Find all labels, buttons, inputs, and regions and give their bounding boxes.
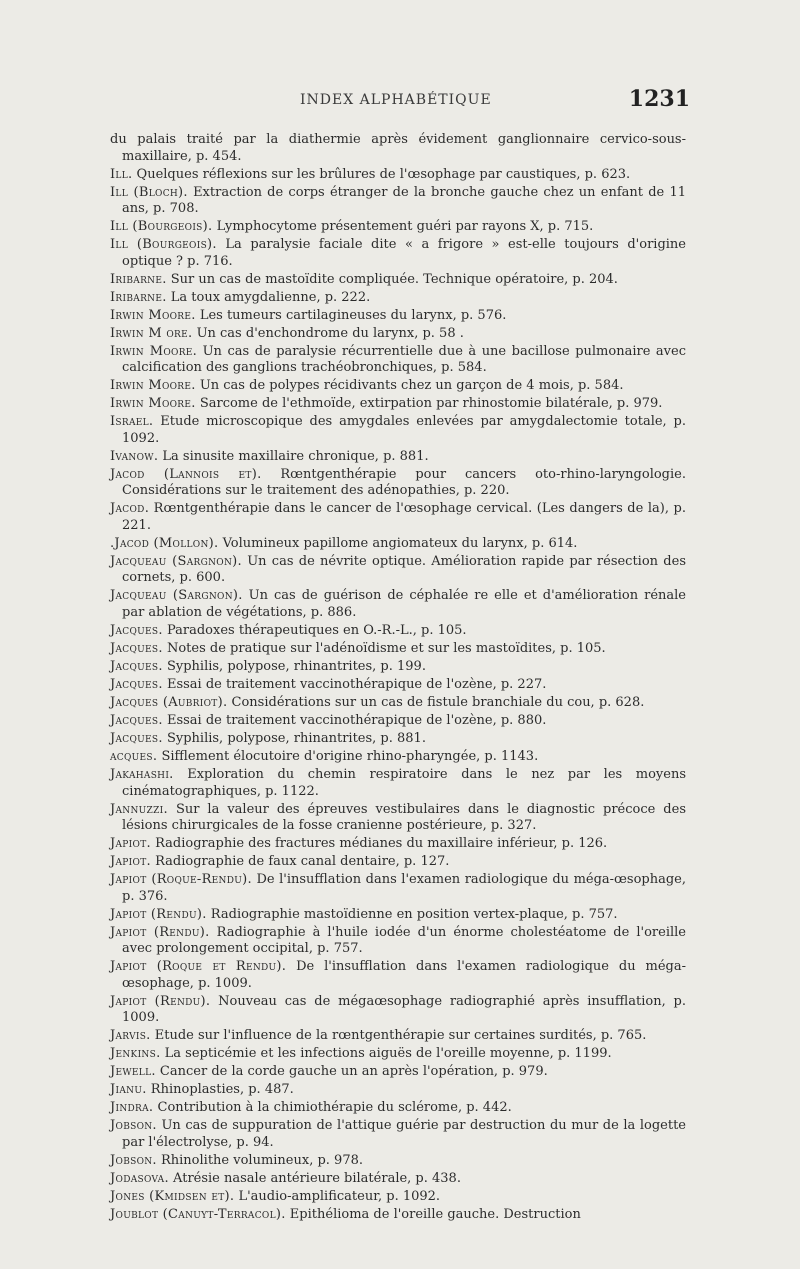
index-entry (110, 1118, 686, 1151)
entry-text: Lymphocytome présentement guéri par rayons X, p. 715. (212, 219, 594, 235)
index-entry (110, 695, 686, 712)
entry-author: Jindra. (110, 1100, 154, 1116)
index-entry (110, 1046, 686, 1063)
index-entry (110, 467, 686, 500)
entry-author: Japiot (Roque-Rendu). (110, 872, 252, 888)
entry-author: Jarvis. (110, 1028, 151, 1044)
index-entry (110, 326, 686, 343)
entry-author: Iribarne. (110, 271, 167, 287)
entry-author: Jacques. (110, 677, 163, 692)
entry-text: Atrésie nasale antérieure bilatérale, p. 438. (168, 1170, 461, 1186)
entry-text: Notes de pratique sur l'adénoïdisme et sur les mastoïdites, p. 105. (162, 641, 606, 657)
page-header (110, 86, 690, 122)
running-head: INDEX ALPHABÉTIQUE (300, 92, 492, 108)
entry-text: Les tumeurs cartilagineuses du larynx, p. 576. (195, 307, 507, 323)
entry-text: du palais traité par la diathermie après évidement ganglionnaire cervico-sous-maxillaire, p. 454. (110, 132, 686, 164)
entry-text: Cancer de la corde gauche un an après l'opération, p. 979. (155, 1064, 548, 1080)
index-entry (110, 290, 686, 307)
entry-author: Iribarne. (110, 289, 167, 305)
index-entry (110, 907, 686, 924)
entry-text: Radiographie de faux canal dentaire, p. 127. (150, 854, 450, 870)
entry-author: Joublot (Canuyt-Terracol). (110, 1206, 286, 1222)
index-entry (110, 449, 686, 466)
index-entry (110, 378, 686, 395)
entry-author: Japiot. (110, 854, 151, 870)
index-entry (110, 854, 686, 871)
entry-author: Japiot. (110, 836, 151, 852)
entry-text: Considérations sur un cas de fistule branchiale du cou, p. 628. (227, 694, 645, 710)
entry-author: Irwin Moore. (110, 396, 196, 412)
entry-text: De l'insufflation dans l'examen radiologique du méga-œsophage, p. 1009. (122, 959, 686, 991)
index-entry (110, 219, 686, 236)
entry-author: Irwin Moore. (110, 307, 196, 323)
entry-text: De l'insufflation dans l'examen radiologique du méga-œsophage, p. 376. (122, 872, 686, 904)
index-entry (110, 731, 686, 748)
entry-text: Sarcome de l'ethmoïde, extirpation par rhinostomie bilatérale, p. 979. (195, 396, 663, 412)
index-entry (110, 536, 686, 553)
entry-text: Etude sur l'influence de la rœntgenthérapie sur certaines surdités, p. 765. (150, 1028, 647, 1044)
index-entry (110, 237, 686, 270)
entry-author: .Jacod (Mollon). (110, 535, 219, 551)
index-entry (110, 959, 686, 992)
entry-text: Un cas d'enchondrome du larynx, p. 58 . (192, 325, 464, 341)
entry-text: Sur un cas de mastoïdite compliquée. Technique opératoire, p. 204. (166, 271, 618, 287)
entry-text: Essai de traitement vaccinothérapique de l'ozène, p. 880. (162, 712, 547, 728)
entry-author: Irwin M ore. (110, 325, 193, 341)
entry-author: Jacqueau (Sargnon). (110, 553, 242, 569)
entry-text: Rhinolithe volumineux, p. 978. (156, 1152, 363, 1168)
index-entry (110, 1207, 686, 1224)
entry-text: Exploration du chemin respiratoire dans le nez par les moyens cinématographiques, p. 1122. (122, 766, 686, 799)
entry-text: Un cas de polypes récidivants chez un garçon de 4 mois, p. 584. (195, 378, 624, 394)
index-entries (110, 132, 686, 1225)
index-entry (110, 396, 686, 413)
index-entry (110, 767, 686, 800)
entry-author: Jewell. (110, 1064, 156, 1080)
entry-author: Jacques. (110, 730, 163, 746)
entry-author: Jacod. (110, 501, 150, 517)
index-entry (110, 132, 686, 165)
entry-author: Jenkins. (110, 1046, 161, 1062)
entry-text: Un cas de paralysie récurrentielle due à une bacillose pulmonaire avec calcification des ganglions trachéobronchiques, p. 584. (122, 343, 686, 376)
entry-text: Un cas de suppuration de l'attique guérie par destruction du mur de la logette par l'électrolyse, p. 94. (122, 1118, 686, 1150)
index-entry (110, 588, 686, 621)
entry-author: Ill (Bloch). (110, 184, 188, 200)
index-entry (110, 272, 686, 289)
entry-text: Rœntgenthérapie dans le cancer de l'œsophage cervical. (Les dangers de la), p. 221. (122, 501, 686, 533)
entry-author: Jannuzzi. (110, 801, 168, 817)
index-entry (110, 713, 686, 730)
entry-text: La septicémie et les infections aiguës de l'oreille moyenne, p. 1199. (160, 1046, 612, 1062)
entry-text: Radiographie des fractures médianes du maxillaire inférieur, p. 126. (150, 836, 608, 852)
entry-text: La paralysie faciale dite « a frigore » est-elle toujours d'origine optique ? p. 716. (122, 237, 686, 269)
entry-text: Radiographie à l'huile iodée d'un énorme cholestéatome de l'oreille avec prolongement occipital, p. 757. (122, 924, 686, 957)
entry-text: Essai de traitement vaccinothérapique de l'ozène, p. 227. (162, 677, 547, 692)
entry-author: Ill. (110, 166, 133, 182)
entry-text: La toux amygdalienne, p. 222. (166, 289, 371, 305)
index-entry (110, 1028, 686, 1045)
entry-text: Volumineux papillome angiomateux du larynx, p. 614. (218, 535, 578, 551)
entry-text: Etude microscopique des amygdales enlevées par amygdalectomie totale, p. 1092. (122, 414, 686, 446)
index-entry (110, 554, 686, 587)
entry-text: Epithélioma de l'oreille gauche. Destruction (285, 1206, 581, 1222)
entry-author: Jacques (Aubriot). (110, 694, 228, 710)
index-entry (110, 1153, 686, 1170)
entry-author: Jacqueau (Sargnon). (110, 588, 243, 604)
entry-text: Un cas de guérison de céphalée re elle et d'amélioration rénale par ablation de végétations, p. 886. (122, 588, 687, 621)
entry-text: Un cas de névrite optique. Amélioration rapide par résection des cornets, p. 600. (122, 553, 686, 586)
index-entry (110, 623, 686, 640)
entry-author: Jacques. (110, 659, 163, 675)
entry-text: Syphilis, polypose, rhinantrites, p. 881. (162, 730, 426, 746)
entry-author: Ivanow. (110, 448, 159, 464)
entry-author: Japiot (Rendu). (110, 924, 210, 940)
entry-text: Nouveau cas de mégaœsophage radiographié après insufflation, p. 1009. (122, 993, 686, 1026)
index-entry (110, 749, 686, 766)
entry-text: L'audio-amplificateur, p. 1092. (234, 1188, 441, 1204)
index-entry (110, 414, 686, 447)
index-entry (110, 1189, 686, 1206)
entry-text: Contribution à la chimiothérapie du sclérome, p. 442. (153, 1100, 512, 1116)
entry-author: Irwin Moore. (110, 343, 198, 359)
entry-text: Extraction de corps étranger de la bronche gauche chez un enfant de 11 ans, p. 708. (122, 184, 686, 217)
entry-author: Jacques. (110, 712, 163, 728)
entry-text: Paradoxes thérapeutiques en O.-R.-L., p. 105. (162, 623, 467, 639)
entry-author: Israel. (110, 414, 154, 430)
index-entry (110, 872, 686, 905)
entry-author: acques. (110, 748, 158, 764)
index-entry (110, 501, 686, 534)
entry-author: Jobson. (110, 1152, 157, 1168)
index-entry (110, 836, 686, 853)
entry-author: Jakahashi. (110, 766, 174, 782)
entry-author: Japiot (Roque et Rendu). (110, 959, 287, 975)
index-entry (110, 344, 686, 377)
entry-author: Jobson. (110, 1118, 157, 1134)
index-entry (110, 1082, 686, 1099)
index-entry (110, 1100, 686, 1117)
entry-author: Japiot (Rendu). (110, 906, 207, 922)
entry-author: Ill (Bourgeois). (110, 219, 213, 235)
entry-author: Irwin Moore. (110, 378, 196, 394)
entry-text: Sur la valeur des épreuves vestibulaires dans le diagnostic précoce des lésions chirurgicales de la fosse cranienne postérieure, p. 327. (122, 801, 686, 834)
entry-text: Syphilis, polypose, rhinantrites, p. 199. (162, 659, 426, 675)
entry-text: Radiographie mastoïdienne en position vertex-plaque, p. 757. (206, 906, 618, 922)
entry-author: Jianu. (110, 1082, 147, 1098)
index-entry (110, 641, 686, 658)
entry-text: La sinusite maxillaire chronique, p. 881. (158, 448, 429, 464)
entry-author: Jodasova. (110, 1170, 169, 1186)
index-entry (110, 925, 686, 958)
entry-author: Jacod (Lannois et). (110, 466, 262, 482)
index-entry (110, 185, 686, 218)
entry-author: Japiot (Rendu). (110, 993, 211, 1009)
index-entry (110, 167, 686, 184)
entry-text: Rhinoplasties, p. 487. (146, 1082, 294, 1098)
index-entry (110, 1171, 686, 1188)
index-entry (110, 659, 686, 676)
entry-text: Rœntgenthérapie pour cancers oto-rhino-laryngologie. Considérations sur le traitement des adénopathies, p. 220. (122, 466, 686, 499)
index-entry (110, 308, 686, 325)
entry-author: Jacques. (110, 641, 163, 657)
index-entry (110, 994, 686, 1027)
entry-text: Sifflement élocutoire d'origine rhino-pharyngée, p. 1143. (157, 748, 539, 764)
index-entry (110, 802, 686, 835)
entry-author: Jacques. (110, 623, 163, 639)
index-entry (110, 1064, 686, 1081)
entry-text: Quelques réflexions sur les brûlures de l'œsophage par caustiques, p. 623. (132, 166, 631, 182)
entry-author: Jones (Kmidsen et). (110, 1188, 235, 1204)
page-number: 1231 (628, 86, 690, 112)
index-entry (110, 677, 686, 694)
entry-author: Ill (Bourgeois). (110, 237, 217, 253)
